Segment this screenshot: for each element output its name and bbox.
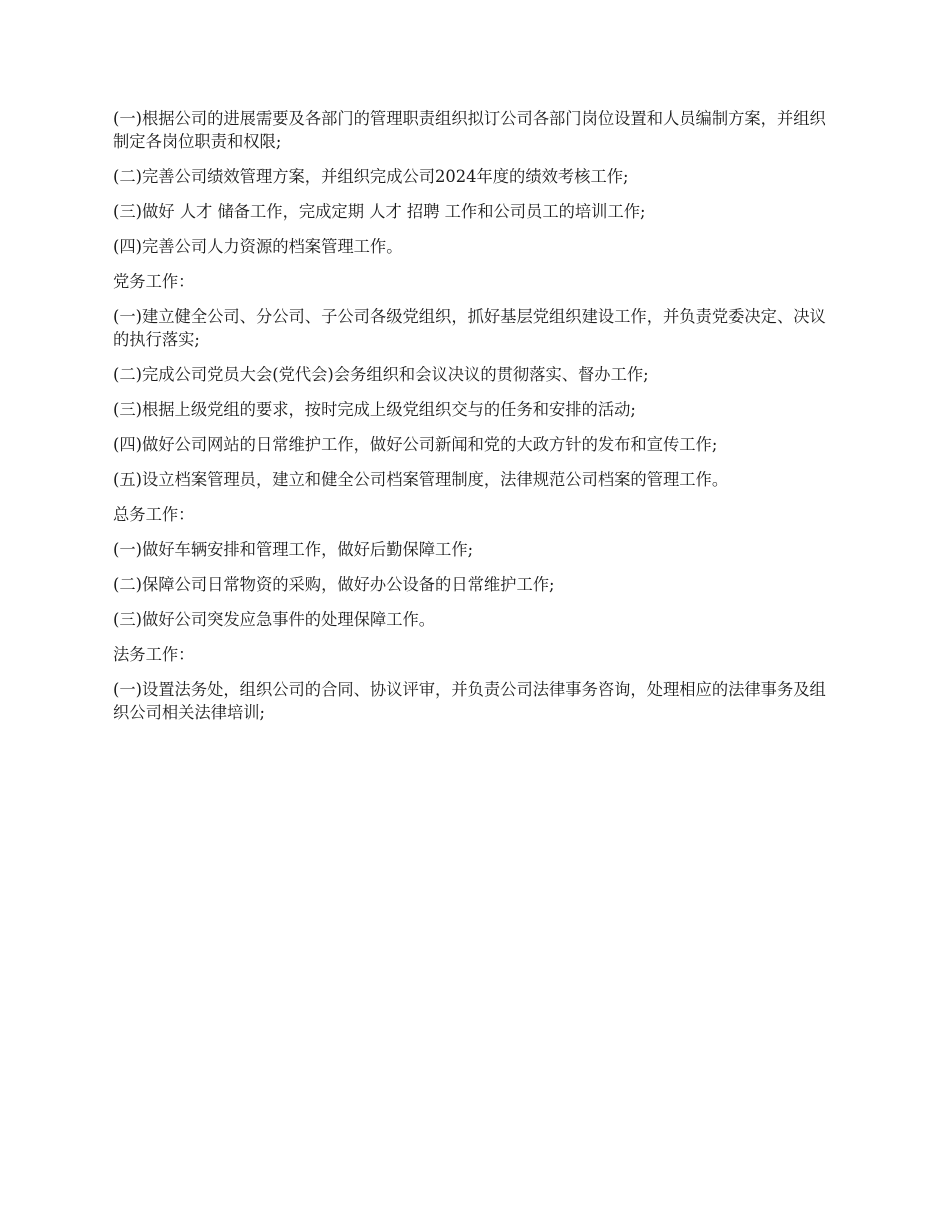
paragraph-party-2: (二)完成公司党员大会(党代会)会务组织和会议决议的贯彻落实、督办工作;: [113, 365, 649, 384]
paragraph-general-1: (一)做好车辆安排和管理工作，做好后勤保障工作;: [113, 540, 474, 559]
section-heading-general: 总务工作：: [113, 505, 195, 524]
paragraph-party-3: (三)根据上级党组的要求，按时完成上级党组织交与的任务和安排的活动;: [113, 400, 636, 419]
section-heading-legal: 法务工作：: [113, 645, 195, 664]
paragraph-legal-1: (一)设置法务处，组织公司的合同、协议评审，并负责公司法律事务咨询，处理相应的法律事务及组织公司相关法律培训;: [113, 680, 826, 722]
paragraph-party-4: (四)做好公司网站的日常维护工作，做好公司新闻和党的大政方针的发布和宣传工作;: [113, 435, 718, 454]
paragraph-party-5: (五)设立档案管理员，建立和健全公司档案管理制度，法律规范公司档案的管理工作。: [113, 470, 729, 489]
paragraph-hr-1: (一)根据公司的进展需要及各部门的管理职责组织拟订公司各部门岗位设置和人员编制方案，并组织制定各岗位职责和权限;: [113, 109, 826, 151]
section-heading-party: 党务工作：: [113, 272, 195, 291]
paragraph-party-1: (一)建立健全公司、分公司、子公司各级党组织，抓好基层党组织建设工作，并负责党委决定、决议的执行落实;: [113, 307, 826, 349]
document-body: [113, 107, 841, 736]
paragraph-hr-4: (四)完善公司人力资源的档案管理工作。: [113, 237, 403, 256]
paragraph-general-2: (二)保障公司日常物资的采购，做好办公设备的日常维护工作;: [113, 575, 555, 594]
paragraph-hr-3: (三)做好 人才 储备工作，完成定期 人才 招聘 工作和公司员工的培训工作;: [113, 202, 646, 221]
paragraph-hr-2: (二)完善公司绩效管理方案，并组织完成公司2024年度的绩效考核工作;: [113, 167, 629, 186]
paragraph-general-3: (三)做好公司突发应急事件的处理保障工作。: [113, 610, 436, 629]
